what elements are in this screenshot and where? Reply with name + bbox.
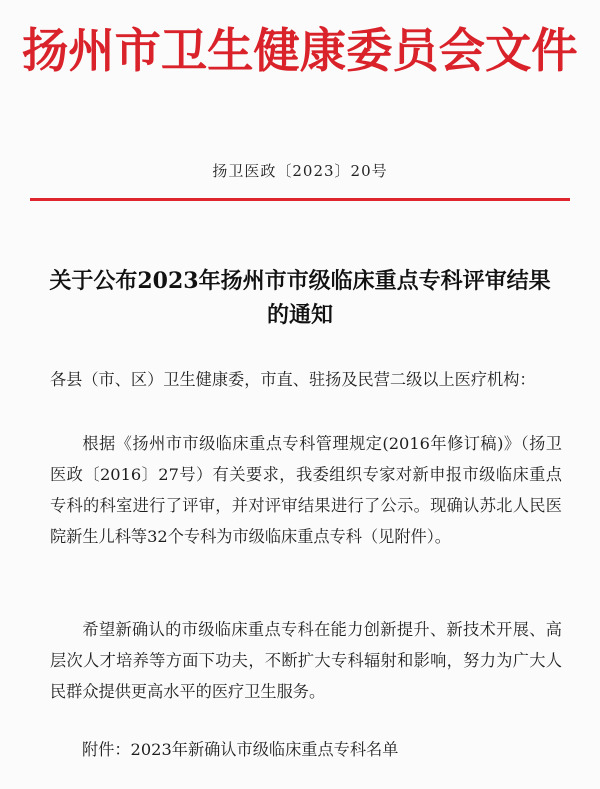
masthead-title: 扬州市卫生健康委员会文件 [22, 24, 578, 79]
body-paragraph-1: 根据《扬州市市级临床重点专科管理规定(2016年修订稿)》（扬卫医政〔2016〕27号）有关要求，我委组织专家对新申报市级临床重点专科的科室进行了评审，并对评审结果进行了公示。现确认苏北人民医院新生儿科等32个专科为市级临床重点专科（见附件）。 [50, 434, 562, 546]
red-separator-line [30, 198, 570, 201]
document-number: 扬卫医政〔2023〕20号 [212, 162, 388, 180]
attachment-line: 附件：2023年新确认市级临床重点专科名单 [82, 740, 399, 759]
salutation: 各县（市、区）卫生健康委，市直、驻扬及民营二级以上医疗机构： [50, 370, 536, 389]
body-paragraph-2: 希望新确认的市级临床重点专科在能力创新提升、新技术开展、高层次人才培养等方面下功夫，不断扩大专科辐射和影响，努力为广大人民群众提供更高水平的医疗卫生服务。 [50, 620, 562, 701]
notice-title: 关于公布2023年扬州市市级临床重点专科评审结果的通知 [49, 268, 551, 328]
